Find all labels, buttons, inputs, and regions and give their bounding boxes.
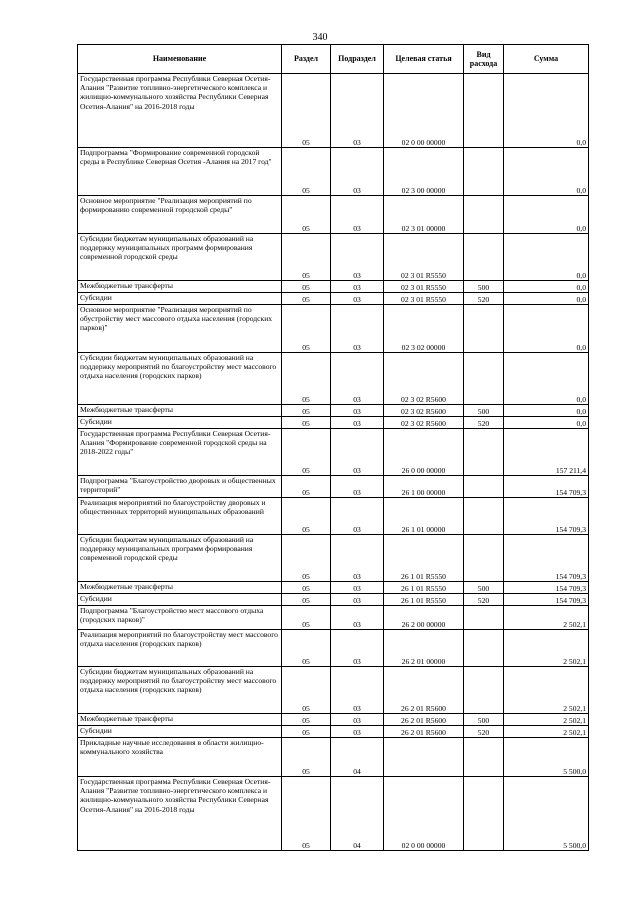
table-row xyxy=(78,74,589,148)
cell-podrazdel: 03 xyxy=(331,582,384,594)
table-row xyxy=(78,630,589,667)
table-row xyxy=(78,738,589,777)
cell-vid xyxy=(464,476,504,498)
cell-tselevaya: 02 3 01 R5550 xyxy=(384,234,464,281)
cell-summa: 0,0 xyxy=(504,417,589,429)
cell-podrazdel: 03 xyxy=(331,293,384,305)
budget-table xyxy=(77,44,589,851)
cell-tselevaya: 26 1 01 R5550 xyxy=(384,594,464,606)
table-row xyxy=(78,417,589,429)
cell-razdel: 05 xyxy=(282,293,331,305)
cell-vid: 520 xyxy=(464,594,504,606)
cell-tselevaya: 26 2 01 00000 xyxy=(384,630,464,667)
cell-vid xyxy=(464,148,504,196)
table-row xyxy=(78,535,589,582)
cell-name: Субсидии бюджетам муниципальных образований на поддержку муниципальных программ формирования современной городской среды xyxy=(78,535,282,582)
cell-razdel: 05 xyxy=(282,476,331,498)
cell-name: Основное мероприятие "Реализация мероприятий по формированию современной городской среды" xyxy=(78,196,282,234)
cell-podrazdel: 03 xyxy=(331,606,384,630)
cell-razdel: 05 xyxy=(282,726,331,738)
cell-summa: 0,0 xyxy=(504,196,589,234)
cell-razdel: 05 xyxy=(282,582,331,594)
cell-podrazdel: 03 xyxy=(331,498,384,535)
table-row xyxy=(78,234,589,281)
table-row xyxy=(78,726,589,738)
cell-podrazdel: 03 xyxy=(331,74,384,148)
header-summa: Сумма xyxy=(504,45,589,74)
cell-podrazdel: 03 xyxy=(331,234,384,281)
cell-name: Субсидии бюджетам муниципальных образований на поддержку муниципальных программ формирования современной городской среды xyxy=(78,234,282,281)
table-row xyxy=(78,606,589,630)
cell-razdel: 05 xyxy=(282,498,331,535)
cell-summa: 0,0 xyxy=(504,74,589,148)
cell-vid: 500 xyxy=(464,281,504,293)
cell-vid xyxy=(464,738,504,777)
cell-podrazdel: 03 xyxy=(331,594,384,606)
cell-summa: 2 502,1 xyxy=(504,714,589,726)
cell-vid xyxy=(464,74,504,148)
cell-summa: 154 709,3 xyxy=(504,535,589,582)
header-podrazdel: Подраздел xyxy=(331,45,384,74)
cell-name: Межбюджетные трансферты xyxy=(78,582,282,594)
cell-vid xyxy=(464,630,504,667)
cell-tselevaya: 02 0 00 00000 xyxy=(384,74,464,148)
cell-razdel: 05 xyxy=(282,281,331,293)
cell-tselevaya: 26 2 01 R5600 xyxy=(384,726,464,738)
cell-podrazdel: 03 xyxy=(331,667,384,714)
cell-name: Подпрограмма "Формирование современной городской среды в Республике Северная Осетия -Алания на 2017 год" xyxy=(78,148,282,196)
cell-podrazdel: 03 xyxy=(331,429,384,476)
table-row xyxy=(78,777,589,851)
cell-razdel: 05 xyxy=(282,196,331,234)
cell-name: Реализация мероприятий по благоустройству мест массового отдыха населения (городских парков) xyxy=(78,630,282,667)
cell-razdel: 05 xyxy=(282,305,331,353)
cell-vid xyxy=(464,606,504,630)
cell-tselevaya: 02 3 02 R5600 xyxy=(384,405,464,417)
table-row xyxy=(78,281,589,293)
cell-tselevaya xyxy=(384,738,464,777)
cell-name: Субсидии бюджетам муниципальных образований на поддержку мероприятий по благоустройству мест массового отдыха населения (городских парков) xyxy=(78,353,282,405)
cell-razdel: 05 xyxy=(282,74,331,148)
cell-summa: 154 709,3 xyxy=(504,498,589,535)
table-row xyxy=(78,293,589,305)
table-row xyxy=(78,196,589,234)
cell-tselevaya: 02 3 01 R5550 xyxy=(384,293,464,305)
cell-tselevaya: 02 3 02 R5600 xyxy=(384,417,464,429)
cell-tselevaya: 26 1 00 00000 xyxy=(384,476,464,498)
cell-summa: 0,0 xyxy=(504,234,589,281)
cell-name: Государственная программа Республики Северная Осетия-Алания "Развитие топливно-энергетического комплекса и жилищно-коммунального хозяйства Республики Северная Осетия-Алания" на 2016-2018 годы xyxy=(78,74,282,148)
cell-tselevaya: 26 2 01 R5600 xyxy=(384,714,464,726)
cell-podrazdel: 03 xyxy=(331,196,384,234)
header-tselevaya: Целевая статья xyxy=(384,45,464,74)
cell-summa: 2 502,1 xyxy=(504,630,589,667)
cell-name: Субсидии xyxy=(78,594,282,606)
cell-name: Субсидии xyxy=(78,293,282,305)
cell-podrazdel: 03 xyxy=(331,714,384,726)
cell-name: Подпрограмма "Благоустройство мест массового отдыха (городских парков)" xyxy=(78,606,282,630)
cell-summa: 154 709,3 xyxy=(504,582,589,594)
cell-razdel: 05 xyxy=(282,234,331,281)
cell-summa: 5 500,0 xyxy=(504,738,589,777)
table-row xyxy=(78,148,589,196)
cell-name: Межбюджетные трансферты xyxy=(78,714,282,726)
cell-razdel: 05 xyxy=(282,777,331,851)
table-row xyxy=(78,714,589,726)
cell-tselevaya: 02 3 02 R5600 xyxy=(384,353,464,405)
cell-summa: 0,0 xyxy=(504,353,589,405)
cell-name: Субсидии xyxy=(78,417,282,429)
cell-summa: 157 211,4 xyxy=(504,429,589,476)
cell-vid: 520 xyxy=(464,417,504,429)
cell-razdel: 05 xyxy=(282,667,331,714)
header-vid: Вид расхода xyxy=(464,45,504,74)
cell-vid: 520 xyxy=(464,726,504,738)
cell-name: Государственная программа Республики Северная Осетия-Алания "Формирование современной городской среды на 2018-2022 годы" xyxy=(78,429,282,476)
page-number: 340 xyxy=(312,32,328,43)
cell-name: Субсидии бюджетам муниципальных образований на поддержку мероприятий по благоустройству мест массового отдыха населения (городских парков) xyxy=(78,667,282,714)
cell-name: Субсидии xyxy=(78,726,282,738)
cell-razdel: 05 xyxy=(282,417,331,429)
cell-podrazdel: 03 xyxy=(331,535,384,582)
cell-podrazdel: 04 xyxy=(331,777,384,851)
cell-podrazdel: 03 xyxy=(331,630,384,667)
cell-vid xyxy=(464,234,504,281)
cell-summa: 154 709,3 xyxy=(504,594,589,606)
cell-summa: 0,0 xyxy=(504,405,589,417)
cell-tselevaya: 26 2 01 R5600 xyxy=(384,667,464,714)
cell-tselevaya: 26 1 01 00000 xyxy=(384,498,464,535)
cell-podrazdel: 03 xyxy=(331,476,384,498)
cell-vid: 500 xyxy=(464,714,504,726)
cell-summa: 2 502,1 xyxy=(504,726,589,738)
cell-razdel: 05 xyxy=(282,606,331,630)
cell-summa: 5 500,0 xyxy=(504,777,589,851)
cell-vid xyxy=(464,353,504,405)
cell-name: Реализация мероприятий по благоустройству дворовых и общественных территорий муниципальных образований xyxy=(78,498,282,535)
cell-tselevaya: 02 3 01 R5550 xyxy=(384,281,464,293)
table-header-row xyxy=(78,45,589,74)
cell-podrazdel: 03 xyxy=(331,405,384,417)
cell-name: Основное мероприятие "Реализация мероприятий по обустройству мест массового отдыха населения (городских парков)" xyxy=(78,305,282,353)
table-row xyxy=(78,594,589,606)
cell-vid xyxy=(464,535,504,582)
cell-razdel: 05 xyxy=(282,405,331,417)
cell-vid: 500 xyxy=(464,582,504,594)
cell-vid xyxy=(464,196,504,234)
cell-vid: 500 xyxy=(464,405,504,417)
cell-podrazdel: 03 xyxy=(331,305,384,353)
header-name: Наименование xyxy=(78,45,282,74)
cell-razdel: 05 xyxy=(282,714,331,726)
cell-tselevaya: 02 3 02 00000 xyxy=(384,305,464,353)
cell-name: Государственная программа Республики Северная Осетия-Алания "Развитие топливно-энергетического комплекса и жилищно-коммунального хозяйства Республики Северная Осетия-Алания" на 2016-2018 годы xyxy=(78,777,282,851)
table-row xyxy=(78,498,589,535)
table-body xyxy=(78,74,589,851)
cell-summa: 154 709,3 xyxy=(504,476,589,498)
cell-vid xyxy=(464,498,504,535)
cell-razdel: 05 xyxy=(282,353,331,405)
cell-name: Подпрограмма "Благоустройство дворовых и общественных территорий" xyxy=(78,476,282,498)
table-row xyxy=(78,429,589,476)
table-row xyxy=(78,353,589,405)
cell-tselevaya: 02 3 00 00000 xyxy=(384,148,464,196)
cell-podrazdel: 04 xyxy=(331,738,384,777)
table-row xyxy=(78,476,589,498)
cell-vid xyxy=(464,305,504,353)
cell-razdel: 05 xyxy=(282,535,331,582)
cell-name: Прикладные научные исследования в области жилищно-коммунального хозяйства xyxy=(78,738,282,777)
cell-tselevaya: 02 0 00 00000 xyxy=(384,777,464,851)
cell-tselevaya: 26 1 01 R5550 xyxy=(384,582,464,594)
cell-summa: 2 502,1 xyxy=(504,667,589,714)
cell-summa: 0,0 xyxy=(504,281,589,293)
cell-summa: 0,0 xyxy=(504,305,589,353)
cell-tselevaya: 26 1 01 R5550 xyxy=(384,535,464,582)
cell-podrazdel: 03 xyxy=(331,353,384,405)
cell-razdel: 05 xyxy=(282,148,331,196)
table-row xyxy=(78,582,589,594)
cell-summa: 0,0 xyxy=(504,148,589,196)
cell-podrazdel: 03 xyxy=(331,417,384,429)
cell-tselevaya: 26 0 00 00000 xyxy=(384,429,464,476)
cell-podrazdel: 03 xyxy=(331,726,384,738)
cell-podrazdel: 03 xyxy=(331,148,384,196)
cell-razdel: 05 xyxy=(282,630,331,667)
cell-razdel: 05 xyxy=(282,429,331,476)
cell-name: Межбюджетные трансферты xyxy=(78,281,282,293)
header-razdel: Раздел xyxy=(282,45,331,74)
cell-summa: 0,0 xyxy=(504,293,589,305)
cell-razdel: 05 xyxy=(282,738,331,777)
table-row xyxy=(78,667,589,714)
cell-tselevaya: 26 2 00 00000 xyxy=(384,606,464,630)
table-row xyxy=(78,305,589,353)
cell-razdel: 05 xyxy=(282,594,331,606)
table-row xyxy=(78,405,589,417)
cell-vid: 520 xyxy=(464,293,504,305)
cell-vid xyxy=(464,429,504,476)
cell-name: Межбюджетные трансферты xyxy=(78,405,282,417)
cell-tselevaya: 02 3 01 00000 xyxy=(384,196,464,234)
cell-vid xyxy=(464,667,504,714)
cell-podrazdel: 03 xyxy=(331,281,384,293)
cell-summa: 2 502,1 xyxy=(504,606,589,630)
cell-vid xyxy=(464,777,504,851)
